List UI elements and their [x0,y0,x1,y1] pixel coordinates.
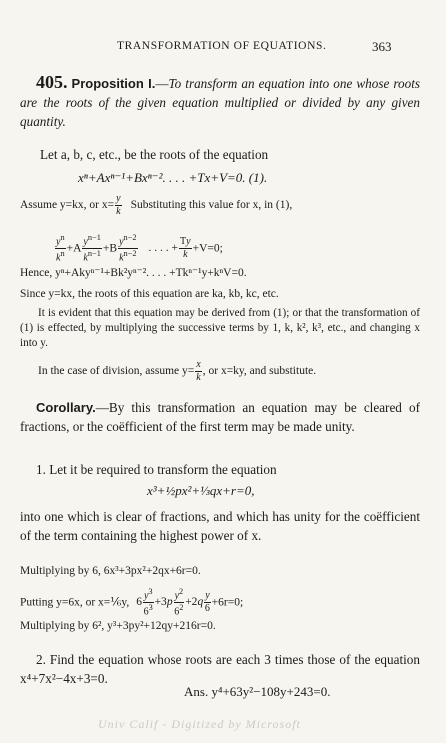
example-2: 2. Find the equation whose roots are each 3 times those of the equation x⁴+7x²−4x+3=0. [20,652,420,686]
proposition-name: Proposition I. [71,76,156,91]
evident-paragraph: It is evident that this equation may be derived from (1); or that the transformation of (1) is effected, by multiplying the successive terms by 1, k, k², k³, etc., and changing x into y. [20,307,420,349]
division-line: In the case of division, assume y= $\frac{x}{k}$ , or x=ky, and substitute. [38,359,317,383]
corollary-label: Corollary. [36,400,96,415]
running-title: TRANSFORMATION OF EQUATIONS. [117,40,327,52]
assume-line: Assume y=kx, or x= $\frac{y}{k}$ Substituting this value for x, in (1), [20,193,293,217]
proposition-statement: To transform an equation into one whose roots are the roots of the given equation multiplied or divided by any given quantity. [20,76,421,129]
multiply-6-line: Multiplying by 6, 6x³+3px²+2qx+6r=0. [20,565,201,577]
since-line: Since y=kx, the roots of this equation are ka, kb, kc, etc. [20,288,279,300]
proposition-heading: 405. Proposition I.—To transform an equation into one whose roots are the roots of the given equation multiplied or divided by any given quantity. [20,72,421,129]
into-paragraph: into one which is clear of fractions, and which has unity for the coëfficient of the term containing the highest power of x. [20,509,420,543]
putting-line: Putting y=6x, or x=⅙y, 6 $\frac{y^3}{6^3}$ +3p $\frac{y^2}{6^2}$ +2q $\frac{y}{6}$ +6r=0; [20,587,244,618]
corollary-text: —By this transformation an equation may be cleared of fractions, or the coëfficient of the first term may be made unity. [20,400,420,434]
example-1-heading: 1. Let it be required to transform the equation [36,462,277,477]
multiply-62-line: Multiplying by 6², y³+3py²+12qy+216r=0. [20,620,216,632]
running-header [0,40,446,56]
corollary-paragraph [20,398,420,436]
section-number: 405. [36,72,68,92]
digitization-watermark: Univ Calif - Digitized by Microsoft [98,717,301,731]
equation-1: xⁿ+Axⁿ⁻¹+Bxⁿ⁻². . . . +Tx+V=0. (1). [78,170,268,185]
page-number: 363 [372,39,392,54]
answer-line: Ans. y⁴+63y²−108y+243=0. [184,684,331,699]
equation-2: $\frac{y^n}{k^n}$ +A $\frac{y^{n-1}}{k^{n-1}}$ +B $\frac{y^{n-2}}{k^{n-2}}$ . . . . + $\frac{Ty}{k}$ +V=0; [56,233,223,264]
hence-line: Hence, yⁿ+Akyⁿ⁻¹+Bk²yⁿ⁻². . . . +Tkⁿ⁻¹y+kⁿV=0. [20,267,247,279]
let-line: Let a, b, c, etc., be the roots of the equation [40,147,269,162]
equation-3: x³+½px²+⅓qx+r=0, [147,483,255,498]
